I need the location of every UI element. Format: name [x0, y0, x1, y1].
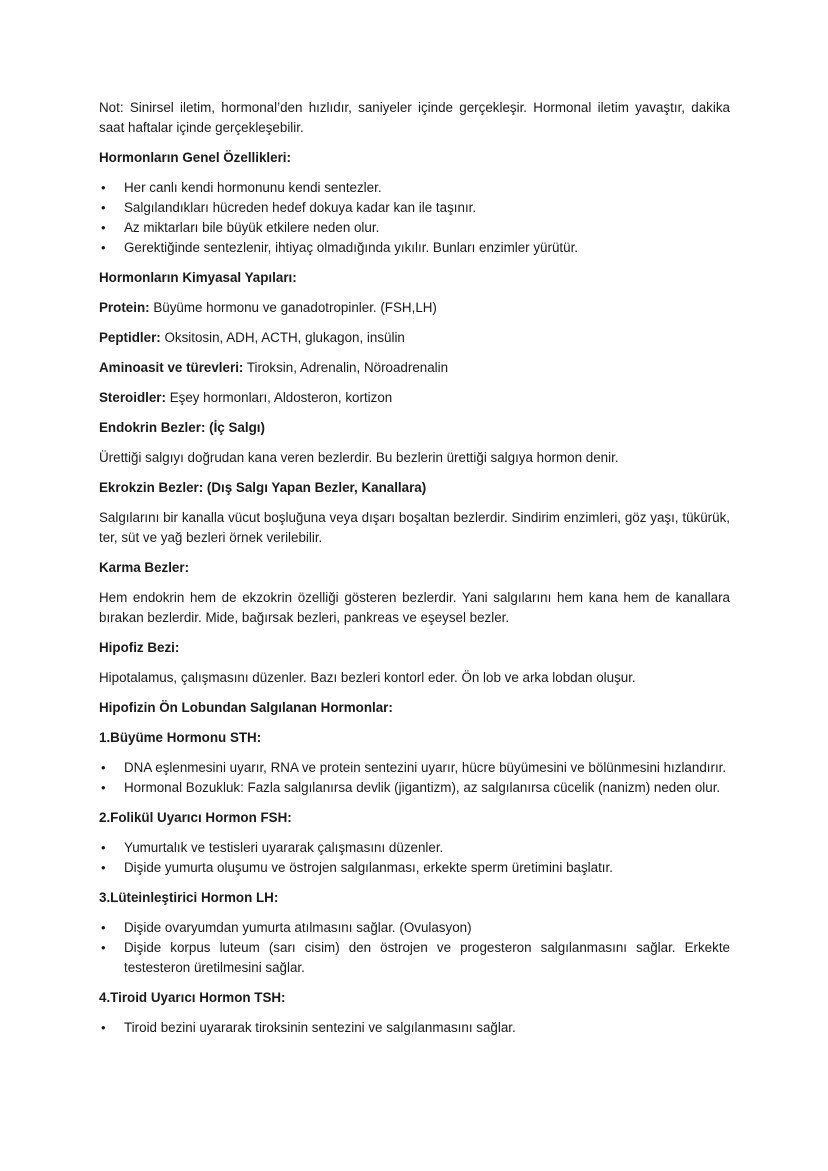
list-item: • Dişide ovaryumdan yumurta atılmasını sağlar. (Ovulasyon) [99, 918, 730, 938]
bullet-icon: • [101, 220, 106, 235]
list-item: • Dişide yumurta oluşumu ve östrojen salgılanması, erkekte sperm üretimini başlatır. [99, 858, 730, 878]
mixed-heading: Karma Bezler: [99, 560, 190, 575]
mixed-text: Hem endokrin hem de ekzokrin özelliği gösteren bezlerdir. Yani salgılarını hem kana hem de kanallara bırakan bezlerdir. Mide, bağırsak bezleri, pankreas ve eşeysel bezler. [99, 590, 730, 625]
steroid-text: Eşey hormonları, Aldosteron, kortizon [165, 390, 393, 405]
bullet-icon: • [101, 240, 106, 255]
steroid-label: Steroidler: [99, 390, 166, 405]
amino-label: Aminoasit ve türevleri: [99, 360, 244, 375]
lh-heading: 3.Lüteinleştirici Hormon LH: [99, 890, 279, 905]
lh-list [99, 918, 730, 978]
endocrine-text: Ürettiği salgıyı doğrudan kana veren bezlerdir. Bu bezlerin ürettiği salgıya hormon denir. [99, 450, 619, 465]
bullet-icon: • [101, 1020, 106, 1035]
amino-line [99, 358, 730, 378]
fsh-list [99, 838, 730, 878]
list-item: • Dişide korpus luteum (sarı cisim) den östrojen ve progesteron salgılanmasını sağlar. Erkekte testesteron üretilmesini sağlar. [101, 940, 730, 975]
pituitary-heading: Hipofiz Bezi: [99, 640, 180, 655]
peptide-label: Peptidler: [99, 330, 161, 345]
sth-heading: 1.Büyüme Hormonu STH: [99, 730, 262, 745]
peptide-line [99, 328, 730, 348]
general-heading: Hormonların Genel Özellikleri: [99, 150, 291, 165]
bullet-icon: • [101, 200, 106, 215]
bullet-icon: • [101, 180, 106, 195]
endocrine-heading: Endokrin Bezler: (İç Salgı) [99, 420, 265, 435]
list-item: • Az miktarları bile büyük etkilere neden olur. [99, 218, 730, 238]
bullet-icon: • [101, 780, 106, 795]
tsh-list [99, 1018, 730, 1038]
steroid-line [99, 388, 730, 408]
fsh-heading: 2.Folikül Uyarıcı Hormon FSH: [99, 810, 292, 825]
list-item: • Gerektiğinde sentezlenir, ihtiyaç olmadığında yıkılır. Bunları enzimler yürütür. [99, 238, 730, 258]
pituitary-text: Hipotalamus, çalışmasını düzenler. Bazı bezleri kontorl eder. Ön lob ve arka lobdan oluşur. [99, 670, 636, 685]
protein-label: Protein: [99, 300, 150, 315]
list-item: • Yumurtalık ve testisleri uyararak çalışmasını düzenler. [99, 838, 730, 858]
exocrine-heading: Ekrokzin Bezler: (Dış Salgı Yapan Bezler, Kanallara) [99, 480, 427, 495]
front-lobe-heading: Hipofizin Ön Lobundan Salgılanan Hormonlar: [99, 700, 393, 715]
list-item: • Salgılandıkları hücreden hedef dokuya kadar kan ile taşınır. [99, 198, 730, 218]
chemical-heading: Hormonların Kimyasal Yapıları: [99, 270, 297, 285]
protein-line [99, 298, 730, 318]
bullet-icon: • [101, 940, 106, 955]
list-item: • Tiroid bezini uyararak tiroksinin sentezini ve salgılanmasını sağlar. [99, 1018, 730, 1038]
sth-list [99, 758, 730, 798]
tsh-heading: 4.Tiroid Uyarıcı Hormon TSH: [99, 990, 286, 1005]
list-item: • Her canlı kendi hormonunu kendi sentezler. [99, 178, 730, 198]
list-item: • DNA eşlenmesini uyarır, RNA ve protein sentezini uyarır, hücre büyümesini ve bölünmesini hızlandırır. [99, 758, 730, 778]
protein-text: Büyüme hormonu ve ganadotropinler. (FSH,LH) [149, 300, 437, 315]
amino-text: Tiroksin, Adrenalin, Nöroadrenalin [243, 360, 449, 375]
note-paragraph: Not: Sinirsel iletim, hormonal’den hızlıdır, saniyeler içinde gerçekleşir. Hormonal iletim yavaştır, dakika saat haftalar içinde gerçekleşebilir. [99, 100, 730, 135]
exocrine-text: Salgılarını bir kanalla vücut boşluğuna veya dışarı boşaltan bezlerdir. Sindirim enzimleri, göz yaşı, tükürük, ter, süt ve yağ bezleri örnek verilebilir. [99, 510, 730, 545]
bullet-icon: • [101, 760, 106, 775]
list-item: • Hormonal Bozukluk: Fazla salgılanırsa devlik (jigantizm), az salgılanırsa cücelik (nanizm) neden olur. [99, 778, 730, 798]
peptide-text: Oksitosin, ADH, ACTH, glukagon, insülin [160, 330, 405, 345]
general-list [99, 178, 730, 258]
bullet-icon: • [101, 840, 106, 855]
bullet-icon: • [101, 860, 106, 875]
bullet-icon: • [101, 920, 106, 935]
